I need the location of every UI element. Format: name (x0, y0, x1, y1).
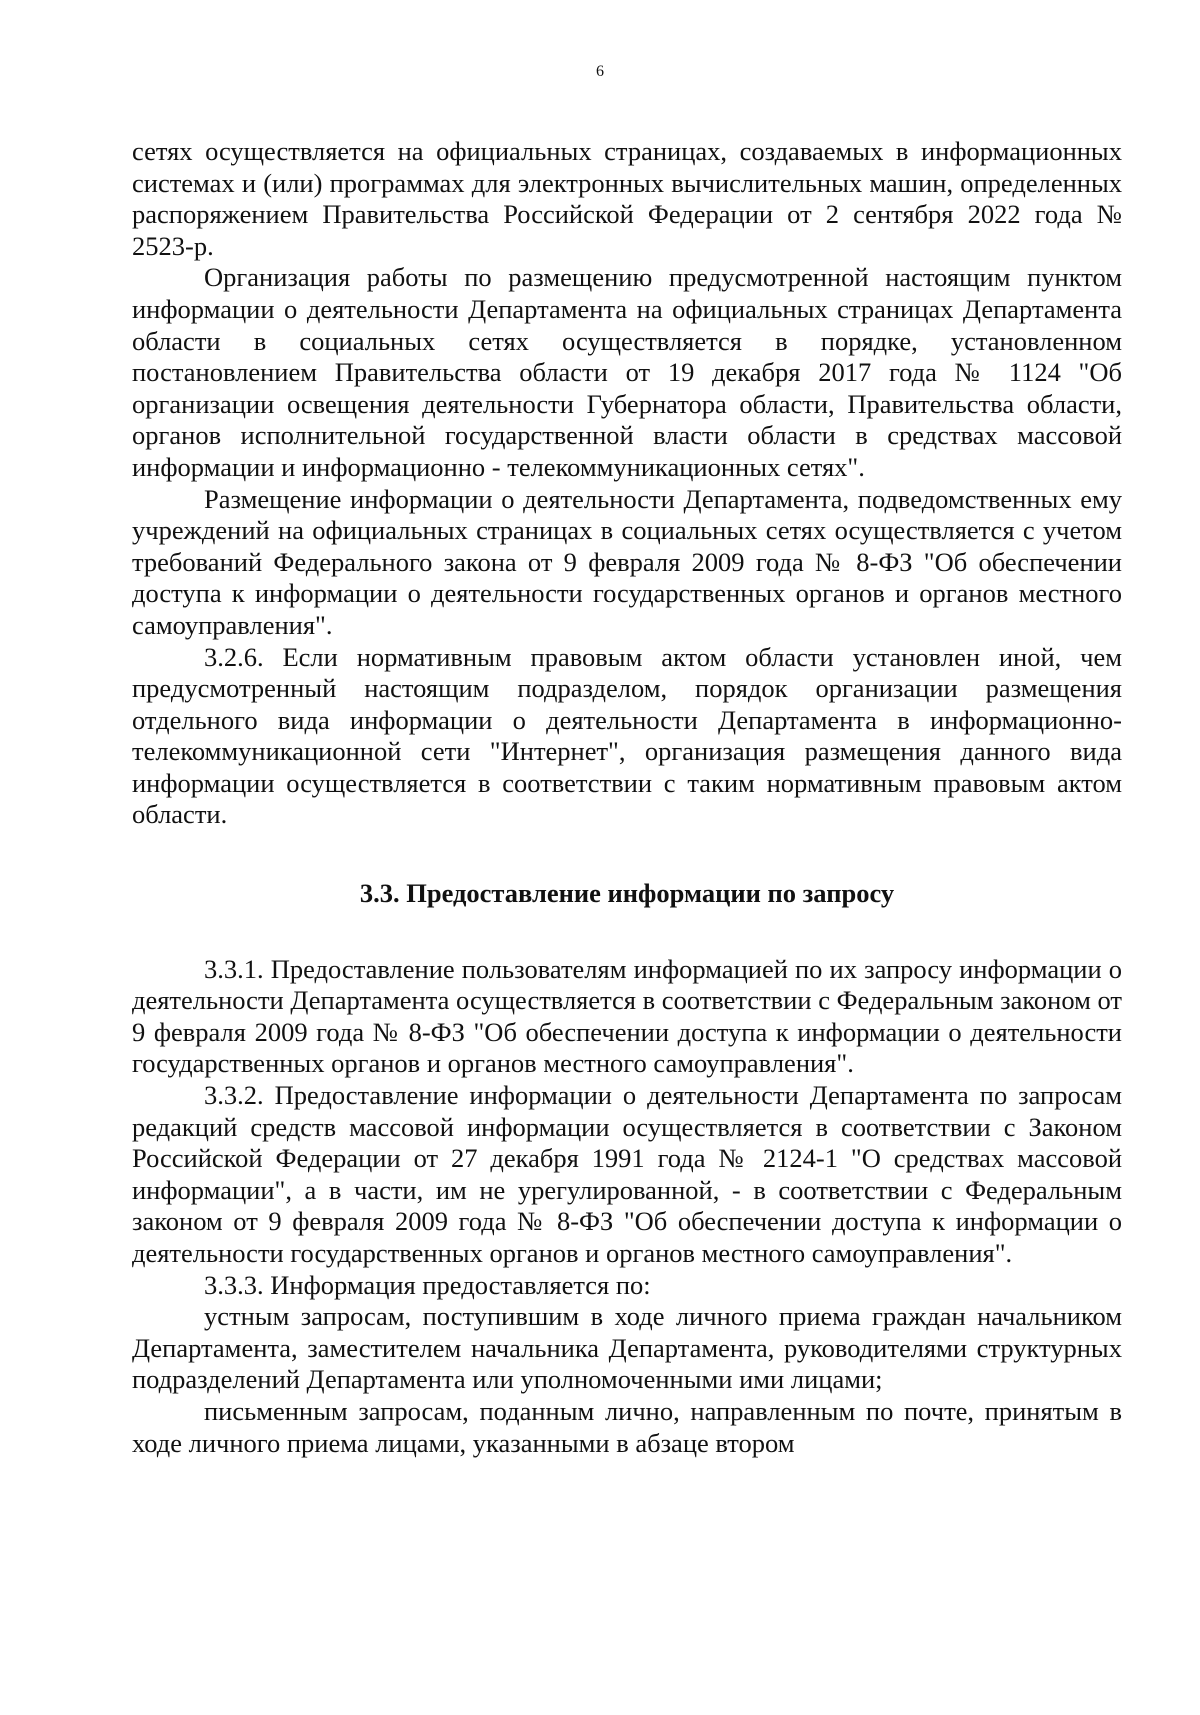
paragraph-3-3-2: 3.3.2. Предоставление информации о деятельности Департамента по запросам редакций средств массовой информации осуществляется в соответствии с Законом Российской Федерации от 27 декабря 1991 года № 2124-1 "О средствах массовой информации", а в части, им не урегулированной, - в соответствии с Федеральным законом от 9 февраля 2009 года № 8-ФЗ "Об обеспечении доступа к информации о деятельности государственных органов и органов местного самоуправления". (132, 1080, 1122, 1268)
page-number: 6 (596, 63, 604, 80)
document-body (132, 136, 1122, 1459)
paragraph-oral-requests: устным запросам, поступившим в ходе личного приема граждан начальником Департамента, заместителем начальника Департамента, руководителями структурных подразделений Департамента или уполномоченными ими лицами; (132, 1301, 1122, 1395)
paragraph-continuation: сетях осуществляется на официальных страницах, создаваемых в информационных системах и (или) программах для электронных вычислительных машин, определенных распоряжением Правительства Российской Федерации от 2 сентября 2022 года № 2523-р. (132, 136, 1122, 261)
paragraph-social-pages-organization: Организация работы по размещению предусмотренной настоящим пунктом информации о деятельности Департамента на официальных страницах Департамента области в социальных сетях осуществляется в порядке, установленном постановлением Правительства области от 19 декабря 2017 года № 1124 "Об организации освещения деятельности Губернатора области, Правительства области, органов исполнительной государственной власти области в средствах массовой информации и информационно - телекоммуникационных сетях". (132, 262, 1122, 482)
paragraph-3-3-1: 3.3.1. Предоставление пользователям информацией по их запросу информации о деятельности Департамента осуществляется в соответствии с Федеральным законом от 9 февраля 2009 года № 8-ФЗ "Об обеспечении доступа к информации о деятельности государственных органов и органов местного самоуправления". (132, 953, 1122, 1079)
paragraph-3-2-6: 3.2.6. Если нормативным правовым актом области установлен иной, чем предусмотренный настоящим подразделом, порядок организации размещения отдельного вида информации о деятельности Департамента в информационно-телекоммуникационной сети "Интернет", организация размещения данного вида информации осуществляется в соответствии с таким нормативным правовым актом области. (132, 641, 1122, 830)
paragraph-written-requests: письменным запросам, поданным лично, направленным по почте, принятым в ходе личного приема лицами, указанными в абзаце втором (132, 1395, 1122, 1458)
paragraph-3-3-3: 3.3.3. Информация предоставляется по: (204, 1269, 651, 1300)
section-title-3-3: 3.3. Предоставление информации по запросу (359, 878, 895, 909)
paragraph-social-pages-placement: Размещение информации о деятельности Департамента, подведомственных ему учреждений на официальных страницах в социальных сетях осуществляется с учетом требований Федерального закона от 9 февраля 2009 года № 8-ФЗ "Об обеспечении доступа к информации о деятельности государственных органов и органов местного самоуправления". (132, 483, 1122, 640)
